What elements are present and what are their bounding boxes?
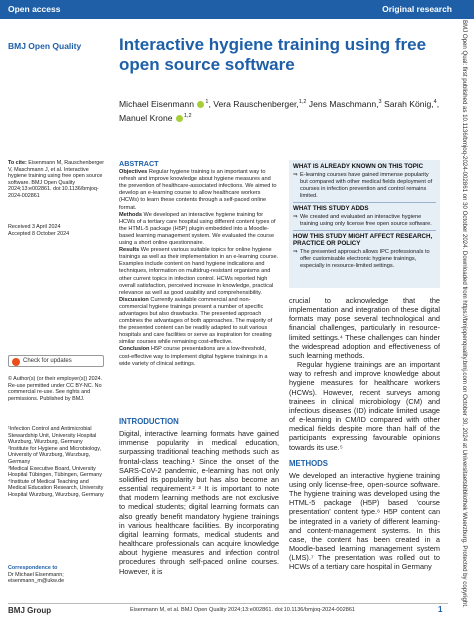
received-date: Received 3 April 2024 xyxy=(8,224,61,230)
introduction-text: Digital, interactive learning formats have gained immense popularity in medical education, surpassing traditional teaching methods such as frontal-class teaching.¹ Since the onset of the SARS-CoV-2 pandemic, e-learning has not only solidified its popularity but has also become an essential requirement.² ³ It is important to note that modern learning methods are not exclusive to medical students; digital learning formats can also greatly benefit mandatory hygiene trainings in various healthcare facilities. By incorporating digital learning formats, medical students and healthcare professionals can acquire knowledge about hygiene measures and infection control procedures through self-paced online courses. However, it is xyxy=(119,429,279,576)
correspondence-name: Dr Michael Eisenmann; xyxy=(8,571,64,578)
dates-block xyxy=(8,224,108,237)
paragraph-2: Regular hygiene trainings are an important way to refresh and improve knowledge about hygiene measures for healthcare workers (HCWs). However, recent surveys among trainees in clinical microbiology (CM) and infectious diseases (ID) indicate limited usage of e-learning in CM/ID compared with other medical fields despite more than half of the participants expressing favourable opinions towards its use.⁵ xyxy=(289,360,440,452)
accepted-date: Accepted 8 October 2024 xyxy=(8,230,70,237)
open-access-label: Open access xyxy=(8,4,61,14)
affect-heading: HOW THIS STUDY MIGHT AFFECT RESEARCH, PRACTICE OR POLICY xyxy=(293,233,433,247)
results-text: We present various suitable topics for online hygiene trainings as well as their implementation in an e-learning course. Examples include content on hand hygiene indications and techniques, information on multidrug-resistant organisms and other current topics in infection control. HCWs reported high overall satisfaction, perceived increase in knowledge, practical relevance as well as good usability and comprehensibility. xyxy=(119,247,279,296)
author-affiliation-sup: 1,2 xyxy=(183,112,192,119)
journal-name: BMJ Open Quality xyxy=(8,41,82,51)
affiliation-3: ³Medical Executive Board, University Hospital Tübingen, Tübingen, Germany xyxy=(8,465,102,479)
crossmark-icon xyxy=(12,358,20,366)
affiliation-1: ¹Infection Control and Antimicrobial Stewardship Unit, University Hospital Wurzburg, Wurzburg, Germany xyxy=(8,426,97,446)
affiliation-2: ²Institute for Hygiene and Microbiology, University of Wurzburg, Wurzburg, Germany xyxy=(8,445,102,465)
download-note-text: BMJ Open Qual: first published as 10.1136/bmjoq-2024-002861 on 30 October 2024. Downloaded from https://bmjopenquality.bmj.com on October 30, 2024 at Universitaetsbibliothek Wuerzburg. Protected by copyright. xyxy=(461,20,468,608)
discussion-label: Discussion xyxy=(119,296,149,303)
divider xyxy=(293,230,436,231)
orcid-icon[interactable] xyxy=(176,115,183,122)
objectives-label: Objectives xyxy=(119,169,148,176)
conclusion-text: H5P course presentations are a low-threshold, cost-effective way to implement digital hygiene trainings in a wide variety of clinical settings. xyxy=(119,346,268,367)
introduction-heading: INTRODUCTION xyxy=(119,417,179,426)
adds-text: We created and evaluated an interactive hygiene training using only license free open source software. xyxy=(300,214,432,227)
author-affiliation-sup: 1,2 xyxy=(298,99,307,105)
adds-bullet xyxy=(293,214,436,228)
check-updates-label: Check for updates xyxy=(23,358,72,364)
objectives-text: Regular hygiene training is an important way to refresh and improve knowledge about hygiene measures and the prevention of healthcare-associated infections. We aimed to develop an e-learning course to allow healthcare workers (HCWs) to learn these contents through a self-paced online format. xyxy=(119,169,277,211)
check-for-updates-button[interactable] xyxy=(8,355,104,367)
correspondence-block xyxy=(8,565,108,585)
arrow-icon: ⇒ xyxy=(293,172,298,178)
paragraph-1: crucial to acknowledge that the implementation and integration of these digital formats may pose several technological and financial challenges, particularly in resource-limited settings.⁴ These challenges can hinder the widespread adoption and effectiveness of such learning methods. xyxy=(289,296,440,360)
footer xyxy=(0,603,474,631)
results-label: Results xyxy=(119,247,140,254)
methods-heading: METHODS xyxy=(289,458,328,468)
abstract xyxy=(119,160,279,368)
known-bullet xyxy=(293,172,436,200)
author-eisenmann: Michael Eisenmann xyxy=(119,98,194,109)
right-column xyxy=(289,296,440,572)
author-affiliation-sup: 3 xyxy=(378,99,382,105)
top-bar xyxy=(0,0,474,19)
divider xyxy=(293,202,436,203)
affect-bullet xyxy=(293,249,436,270)
author-rauschenberger: , Vera Rauschenberger, xyxy=(208,98,299,109)
bmj-group-logo: BMJ Group xyxy=(8,606,52,615)
key-messages-box xyxy=(289,160,440,288)
abstract-heading: ABSTRACT xyxy=(119,159,159,168)
conclusion-label: Conclusion xyxy=(119,346,150,353)
correspondence-heading: Correspondence to xyxy=(8,565,58,571)
orcid-icon[interactable] xyxy=(197,101,204,108)
author-list: Michael Eisenmann $^1$, Vera Rauschenberger,$^{1,2}$ Jens Maschmann,$^3$ Sarah König,$^4$, Manuel Krone $^{1,2}$ xyxy=(119,98,440,123)
affiliation-4: ⁴Institute of Medical Teaching and Medical Education Research, University Hospital Wurzburg, Wurzburg, Germany xyxy=(8,478,104,498)
footer-rule xyxy=(8,603,448,604)
correspondence-email[interactable]: eisenmann_m@ukw.de xyxy=(8,578,65,585)
author-affiliation-sup: 1 xyxy=(205,99,209,105)
adds-heading: WHAT THIS STUDY ADDS xyxy=(293,205,369,212)
author-affiliation-sup: 4 xyxy=(433,99,437,105)
cite-label: To cite: xyxy=(8,160,27,166)
author-koenig: Sarah König, xyxy=(381,98,434,109)
cite-text: Eisenmann M, Rauschenberger V, Maschmann J, et al. Interactive hygiene training using free open source software. BMJ Open Quality 2024;13:e002861. doi:10.1136/bmjoq-2024-002861 xyxy=(8,160,105,199)
download-note xyxy=(452,20,474,608)
known-heading: WHAT IS ALREADY KNOWN ON THIS TOPIC xyxy=(293,163,424,170)
footer-citation: Eisenmann M, et al. BMJ Open Quality 2024;13:e002861. doi:10.1136/bmjoq-2024-002861 xyxy=(130,607,356,613)
paragraph-3: We developed an interactive hygiene training using only license-free, open-source software. The hygiene training was developed using the HTML-5 package (H5P) based ‘course presentation’ content type.⁶ H5P content can be integrated in a variety of different learning- and content-management systems. In this case, the content has been created in a Moodle-based learning management system (LMS).⁷ The presentation was rolled out to HCWs of a tertiary care hospital in Germany xyxy=(289,470,440,572)
arrow-icon: ⇒ xyxy=(293,249,298,255)
copyright-text: © Author(s) (or their employer(s)) 2024. Re-use permitted under CC BY-NC. No commercial re-use. See rights and permissions. Published by BMJ. xyxy=(8,376,103,402)
affect-text: The presented approach allows IPC professionals to offer customisable electronic hygiene trainings, especially in resource-limited settings. xyxy=(300,249,430,269)
introduction-section xyxy=(119,417,279,576)
author-krone: Manuel Krone xyxy=(119,112,173,123)
methods-label: Methods xyxy=(119,211,142,218)
discussion-text: Currently available commercial and non-commercial hygiene trainings present a number of specific advantages but also drawbacks. The presented approach combines the advantages of both approaches. The majority of the presented content can be readily adapted to suit various hospitals and care facilities or serve as inspiration for creating similar courses while remaining cost-effective. xyxy=(119,296,273,346)
known-text: E-learning courses have gained immense popularity but compared with other medical fields deployment of courses in infection prevention and control remains limited. xyxy=(300,172,433,199)
page-number: 1 xyxy=(438,605,443,614)
arrow-icon: ⇒ xyxy=(293,214,298,220)
methods-text: We developed an interactive hygiene training for HCWs of a tertiary care hospital using different content types of the HTML-5 package (H5P) plugin embedded into a Moodle-based learning management system. We evaluated the course using a short online questionnaire. xyxy=(119,211,276,247)
author-maschmann: Jens Maschmann, xyxy=(306,98,379,109)
article-title: Interactive hygiene training using free open source software xyxy=(119,35,427,74)
affiliations-block xyxy=(8,426,108,499)
article-type-label: Original research xyxy=(382,4,452,14)
citation-block xyxy=(8,160,108,200)
copyright-block xyxy=(8,376,108,402)
